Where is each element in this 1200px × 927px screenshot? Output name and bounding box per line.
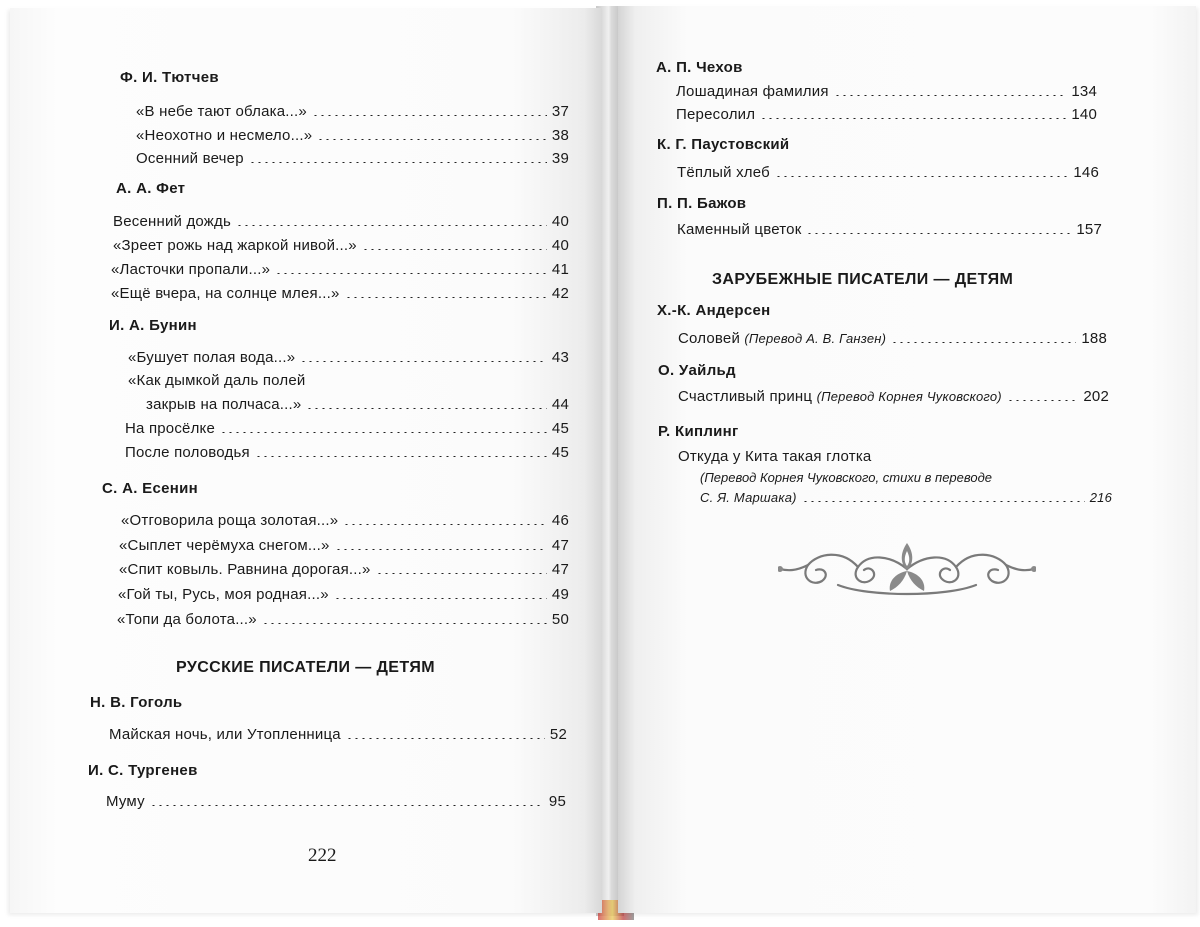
- toc-entry[interactable]: «Бушует полая вода...» 43: [128, 349, 569, 366]
- author-andersen: Х.-К. Андерсен: [657, 302, 771, 319]
- author-paustovsky: К. Г. Паустовский: [657, 136, 790, 153]
- toc-entry-title[interactable]: Откуда у Кита такая глотка: [678, 448, 872, 465]
- toc-entry[interactable]: После половодья 45: [125, 444, 569, 461]
- toc-entry[interactable]: На просёлке 45: [125, 420, 569, 437]
- toc-entry[interactable]: Пересолил 140: [676, 106, 1097, 123]
- section-heading-russian: РУССКИЕ ПИСАТЕЛИ — ДЕТЯМ: [176, 659, 435, 676]
- section-heading-foreign: ЗАРУБЕЖНЫЕ ПИСАТЕЛИ — ДЕТЯМ: [712, 271, 1014, 288]
- author-kipling: Р. Киплинг: [658, 423, 739, 440]
- toc-entry[interactable]: «Сыплет черёмуха снегом...» 47: [119, 537, 569, 554]
- toc-entry[interactable]: Счастливый принц (Перевод Корнея Чуковского) 202: [678, 388, 1109, 405]
- toc-entry-title-line: «Как дымкой даль полей: [128, 372, 306, 389]
- toc-entry[interactable]: «Гой ты, Русь, моя родная...» 49: [118, 586, 569, 603]
- toc-entry[interactable]: Каменный цветок 157: [677, 221, 1102, 238]
- author-fet: А. А. Фет: [116, 180, 186, 197]
- toc-entry[interactable]: «Неохотно и несмело...» 38: [136, 127, 569, 144]
- toc-entry-note-line: (Перевод Корнея Чуковского, стихи в переводе: [700, 470, 993, 485]
- author-bazhov: П. П. Бажов: [657, 195, 747, 212]
- toc-entry[interactable]: Весенний дождь 40: [113, 213, 569, 230]
- toc-entry[interactable]: Осенний вечер 39: [136, 150, 569, 167]
- author-chekhov: А. П. Чехов: [656, 59, 743, 76]
- author-tyutchev: Ф. И. Тютчев: [120, 69, 219, 86]
- toc-entry[interactable]: Соловей (Перевод А. В. Ганзен) 188: [678, 330, 1107, 347]
- author-turgenev: И. С. Тургенев: [88, 762, 198, 779]
- toc-entry[interactable]: «Ещё вчера, на солнце млея...» 42: [111, 285, 569, 302]
- page-number: 222: [308, 845, 337, 866]
- toc-entry[interactable]: «Зреет рожь над жаркой нивой...» 40: [113, 237, 569, 254]
- author-gogol: Н. В. Гоголь: [90, 694, 183, 711]
- toc-entry[interactable]: С. Я. Маршака) 216: [700, 490, 1112, 505]
- toc-entry[interactable]: «Топи да болота...» 50: [117, 611, 569, 628]
- toc-entry[interactable]: Майская ночь, или Утопленница 52: [109, 726, 567, 743]
- toc-entry[interactable]: закрыв на полчаса...» 44: [146, 396, 569, 413]
- toc-entry[interactable]: «Спит ковыль. Равнина дорогая...» 47: [119, 561, 569, 578]
- floral-ornament-icon: [778, 535, 1036, 605]
- author-bunin: И. А. Бунин: [109, 317, 197, 334]
- toc-entry[interactable]: «Отговорила роща золотая...» 46: [121, 512, 569, 529]
- toc-entry[interactable]: «Ласточки пропали...» 41: [111, 261, 569, 278]
- toc-entry[interactable]: «В небе тают облака...» 37: [136, 103, 569, 120]
- toc-entry[interactable]: Тёплый хлеб 146: [677, 164, 1099, 181]
- author-wilde: О. Уайльд: [658, 362, 736, 379]
- toc-entry[interactable]: Муму 95: [106, 793, 566, 810]
- author-esenin: С. А. Есенин: [102, 480, 198, 497]
- toc-entry[interactable]: Лошадиная фамилия 134: [676, 83, 1097, 100]
